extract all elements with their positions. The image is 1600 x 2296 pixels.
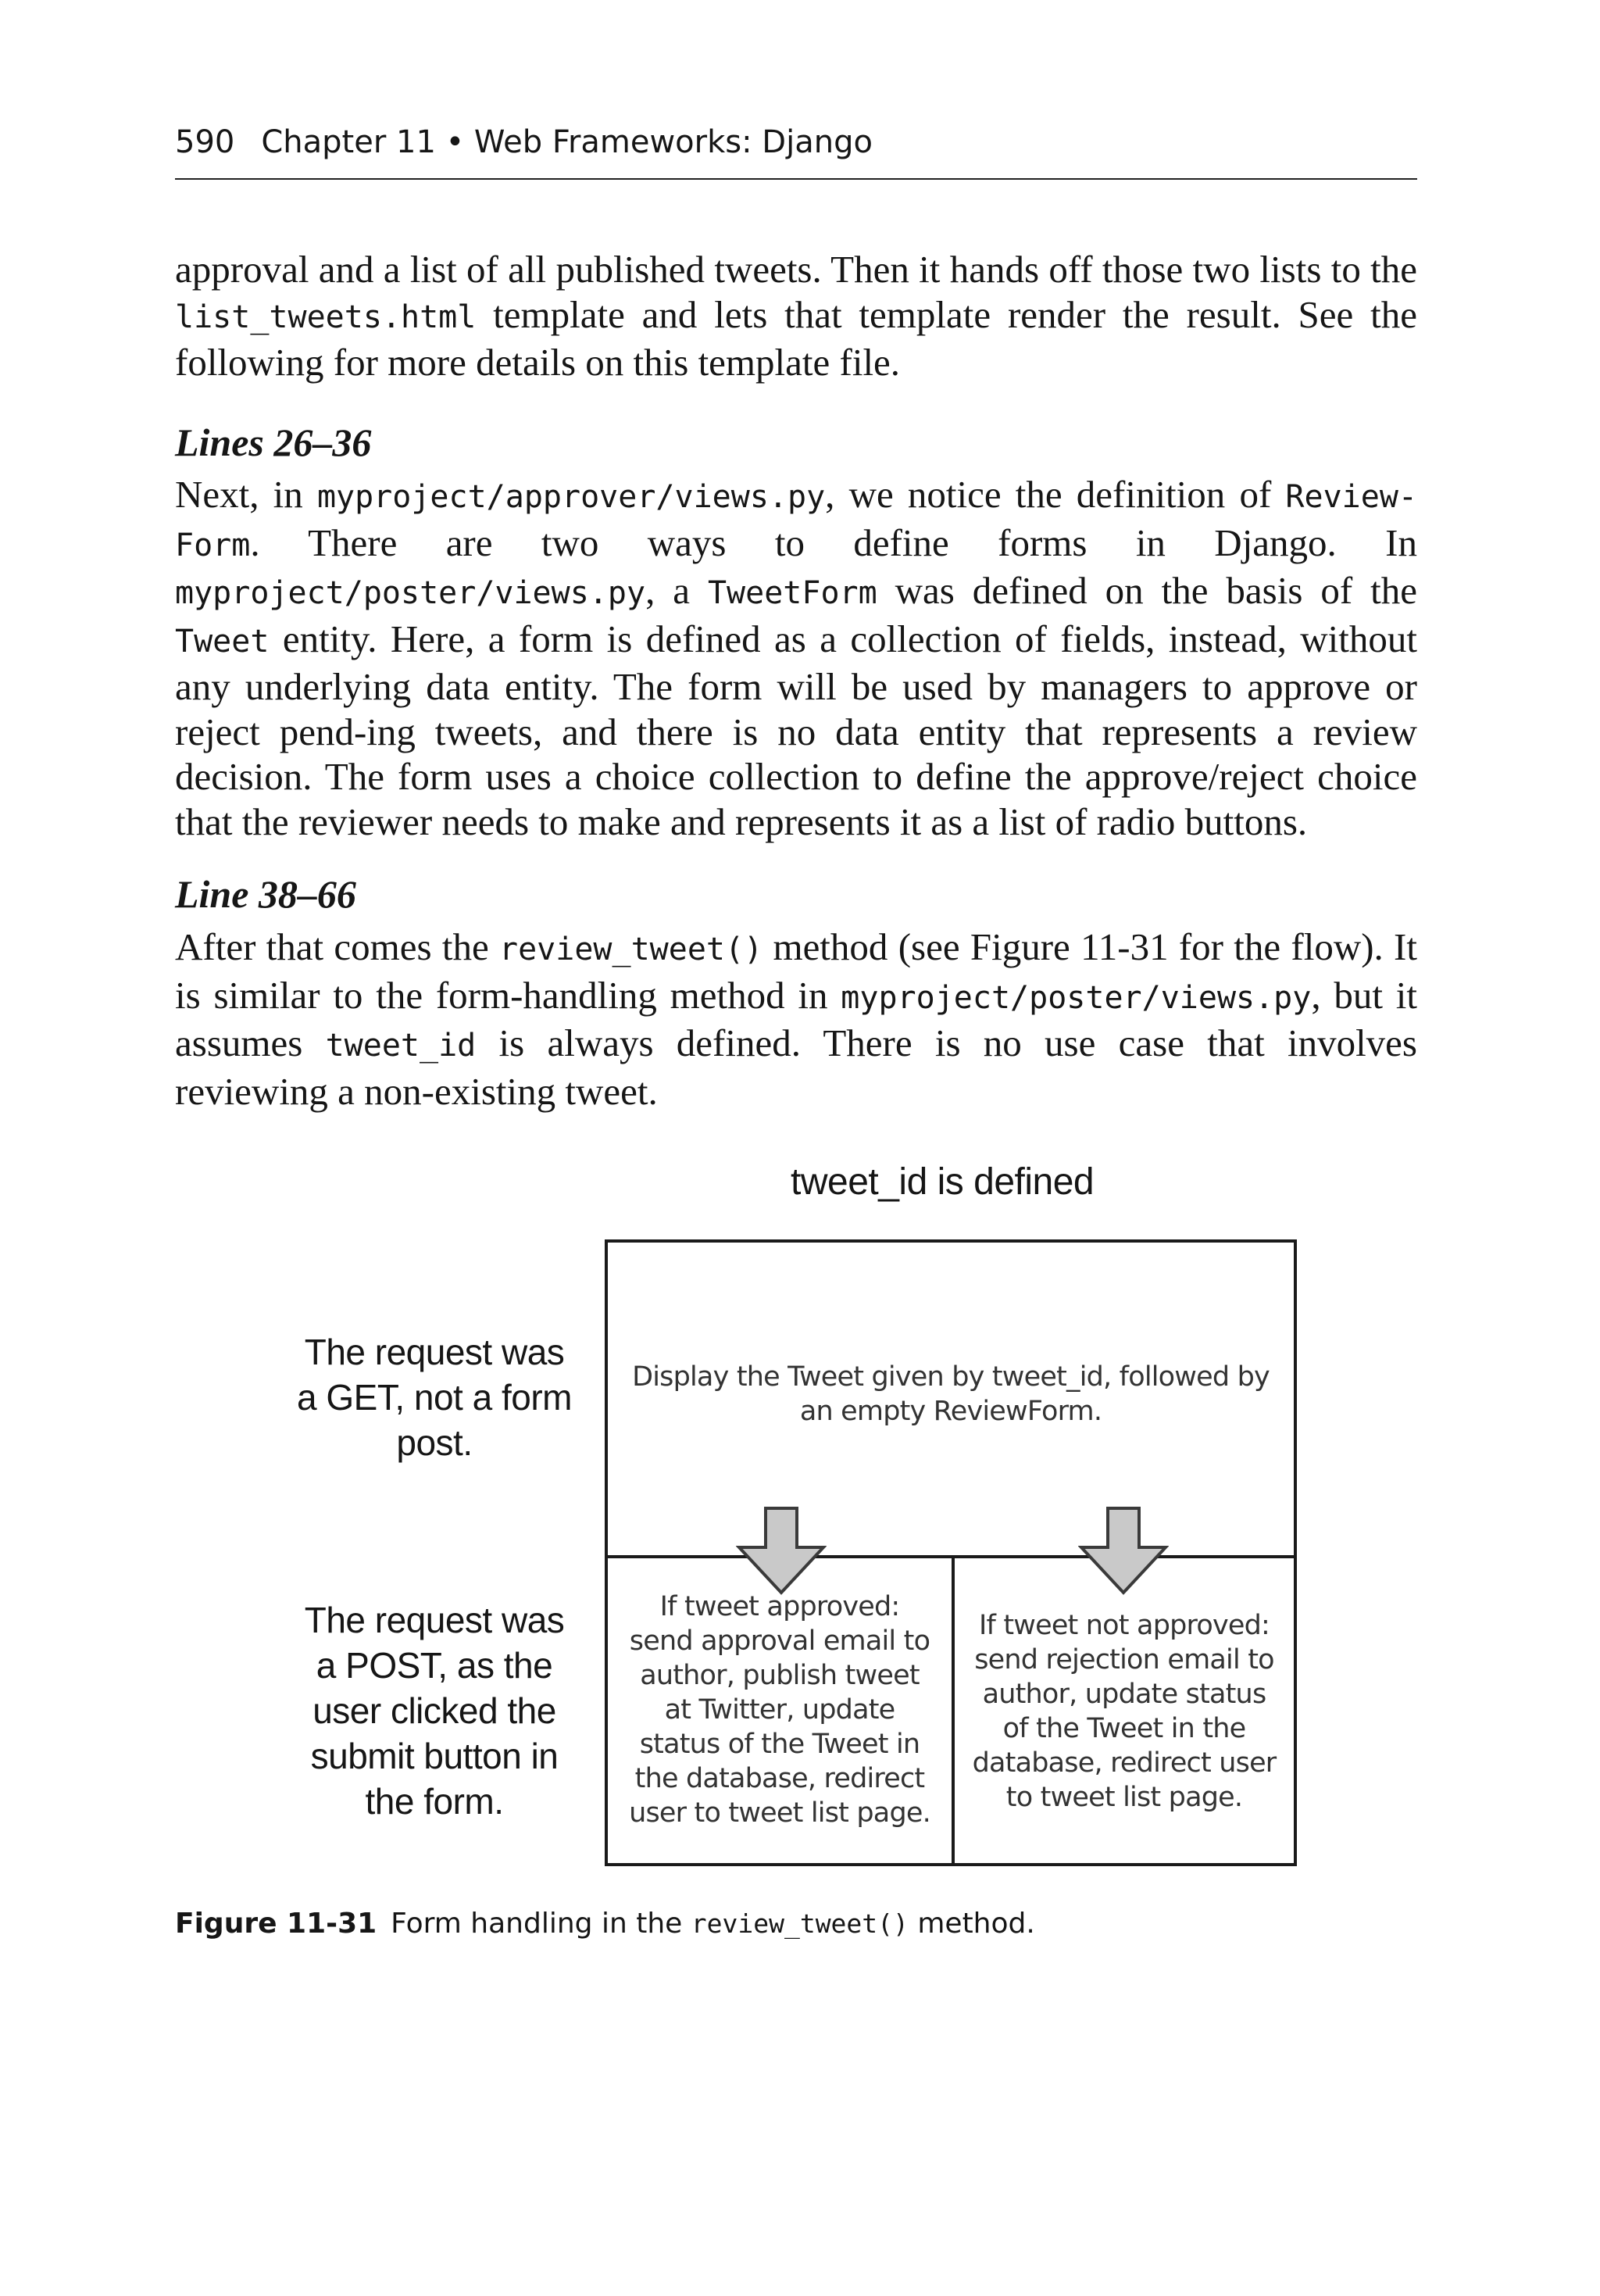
text-run: template and lets that template render the result. See the following for more details on this template file.: [175, 292, 1417, 384]
code-tweet-form: TweetForm: [707, 575, 877, 611]
code-review-tweet: review_tweet(): [691, 1908, 909, 1939]
cell-approved: [608, 1590, 952, 1830]
cell-line: at Twitter, update: [664, 1694, 895, 1726]
paragraph-review-tweet: [175, 924, 1417, 1114]
running-title: Chapter 11 • Web Frameworks: Django: [261, 124, 873, 160]
row-label-get: [270, 1329, 598, 1465]
row-label-post: [270, 1597, 598, 1824]
row-divider: [608, 1555, 1294, 1558]
section-heading-lines-38-66: Line 38–66: [175, 872, 356, 916]
text-run: approval and a list of all published tweets. Then it hands off those two lists to the: [175, 248, 1417, 291]
text-run: , a: [645, 569, 708, 612]
label-line: a GET, not a form: [297, 1377, 572, 1418]
cell-line: status of the Tweet in: [639, 1729, 920, 1760]
cell-line: send rejection email to: [974, 1644, 1274, 1676]
code-approver-views: myproject/approver/views.py: [316, 479, 826, 515]
text-run: is always defined. There is no use case that involves reviewing a non-existing tweet.: [175, 1021, 1418, 1113]
label-line: The request was: [304, 1332, 565, 1372]
text-run: , we notice the definition of: [825, 473, 1286, 516]
cell-line: of the Tweet in the: [1002, 1713, 1246, 1744]
page-number: 590: [175, 124, 235, 160]
down-arrow-icon: [736, 1507, 827, 1597]
label-line: the form.: [365, 1781, 504, 1822]
text-run: method.: [908, 1908, 1035, 1940]
code-list-tweets-html: list_tweets.html: [175, 299, 477, 335]
paragraph-intro: [175, 247, 1417, 385]
paragraph-review-form: [175, 472, 1417, 844]
cell-line: an empty ReviewForm.: [799, 1396, 1102, 1427]
cell-line: user to tweet list page.: [629, 1797, 930, 1829]
figure-number: Figure 11-31: [175, 1908, 377, 1940]
cell-line: to tweet list page.: [1005, 1782, 1243, 1813]
cell-line: Display the Tweet given by tweet_id, followed by: [632, 1361, 1270, 1393]
flow-diagram-box: [605, 1239, 1297, 1866]
text-run: was defined on the basis of the: [877, 569, 1417, 612]
text-run: , but it assumes: [175, 973, 1417, 1064]
cell-line: author, update status: [982, 1679, 1266, 1710]
label-line: submit button in: [310, 1736, 559, 1776]
text-run: entity. Here, a form is defined as a collection of fields, instead, without any underlying data entity. The form will be used by managers to approve or reject pend-ing tweets, and there is no data entity that represents a review decision. The form uses a choice collection to define the approve/reject choice that the reviewer needs to make and represents it as a list of radio buttons.: [175, 617, 1417, 843]
text-run: Next, in: [175, 473, 317, 516]
label-line: post.: [396, 1422, 473, 1463]
code-tweet: Tweet: [175, 623, 270, 660]
code-review-form: Review-Form: [175, 479, 1417, 563]
text-run: After that comes the: [175, 925, 500, 968]
cell-line: author, publish tweet: [640, 1660, 920, 1691]
label-line: a POST, as the: [316, 1645, 553, 1686]
code-poster-views: myproject/poster/views.py: [841, 979, 1312, 1016]
text-run: . There are two ways to define forms in Django. In: [250, 520, 1417, 564]
figure-caption: [175, 1902, 1035, 1946]
code-review-tweet: review_tweet(): [499, 932, 763, 967]
text-run: method (see Figure 11-31 for the flow). It is similar to the form-handling method in: [175, 925, 1417, 1017]
cell-line: send approval email to: [629, 1625, 930, 1657]
cell-get-display: [608, 1360, 1294, 1429]
cell-line: If tweet approved:: [659, 1591, 900, 1622]
text-run: Form handling in the: [391, 1908, 691, 1940]
code-tweet-id: tweet_id: [325, 1028, 477, 1064]
figure-title: tweet_id is defined: [791, 1161, 1095, 1203]
down-arrow-icon: [1078, 1507, 1169, 1597]
cell-not-approved: [955, 1608, 1294, 1815]
label-line: The request was: [304, 1600, 565, 1640]
running-header: [175, 119, 1417, 180]
section-heading-lines-26-36: Lines 26–36: [175, 420, 372, 464]
cell-line: the database, redirect: [634, 1763, 925, 1794]
cell-line: database, redirect user: [972, 1747, 1277, 1779]
cell-line: If tweet not approved:: [978, 1610, 1270, 1641]
code-poster-views: myproject/poster/views.py: [175, 575, 646, 611]
label-line: user clicked the: [312, 1690, 556, 1731]
